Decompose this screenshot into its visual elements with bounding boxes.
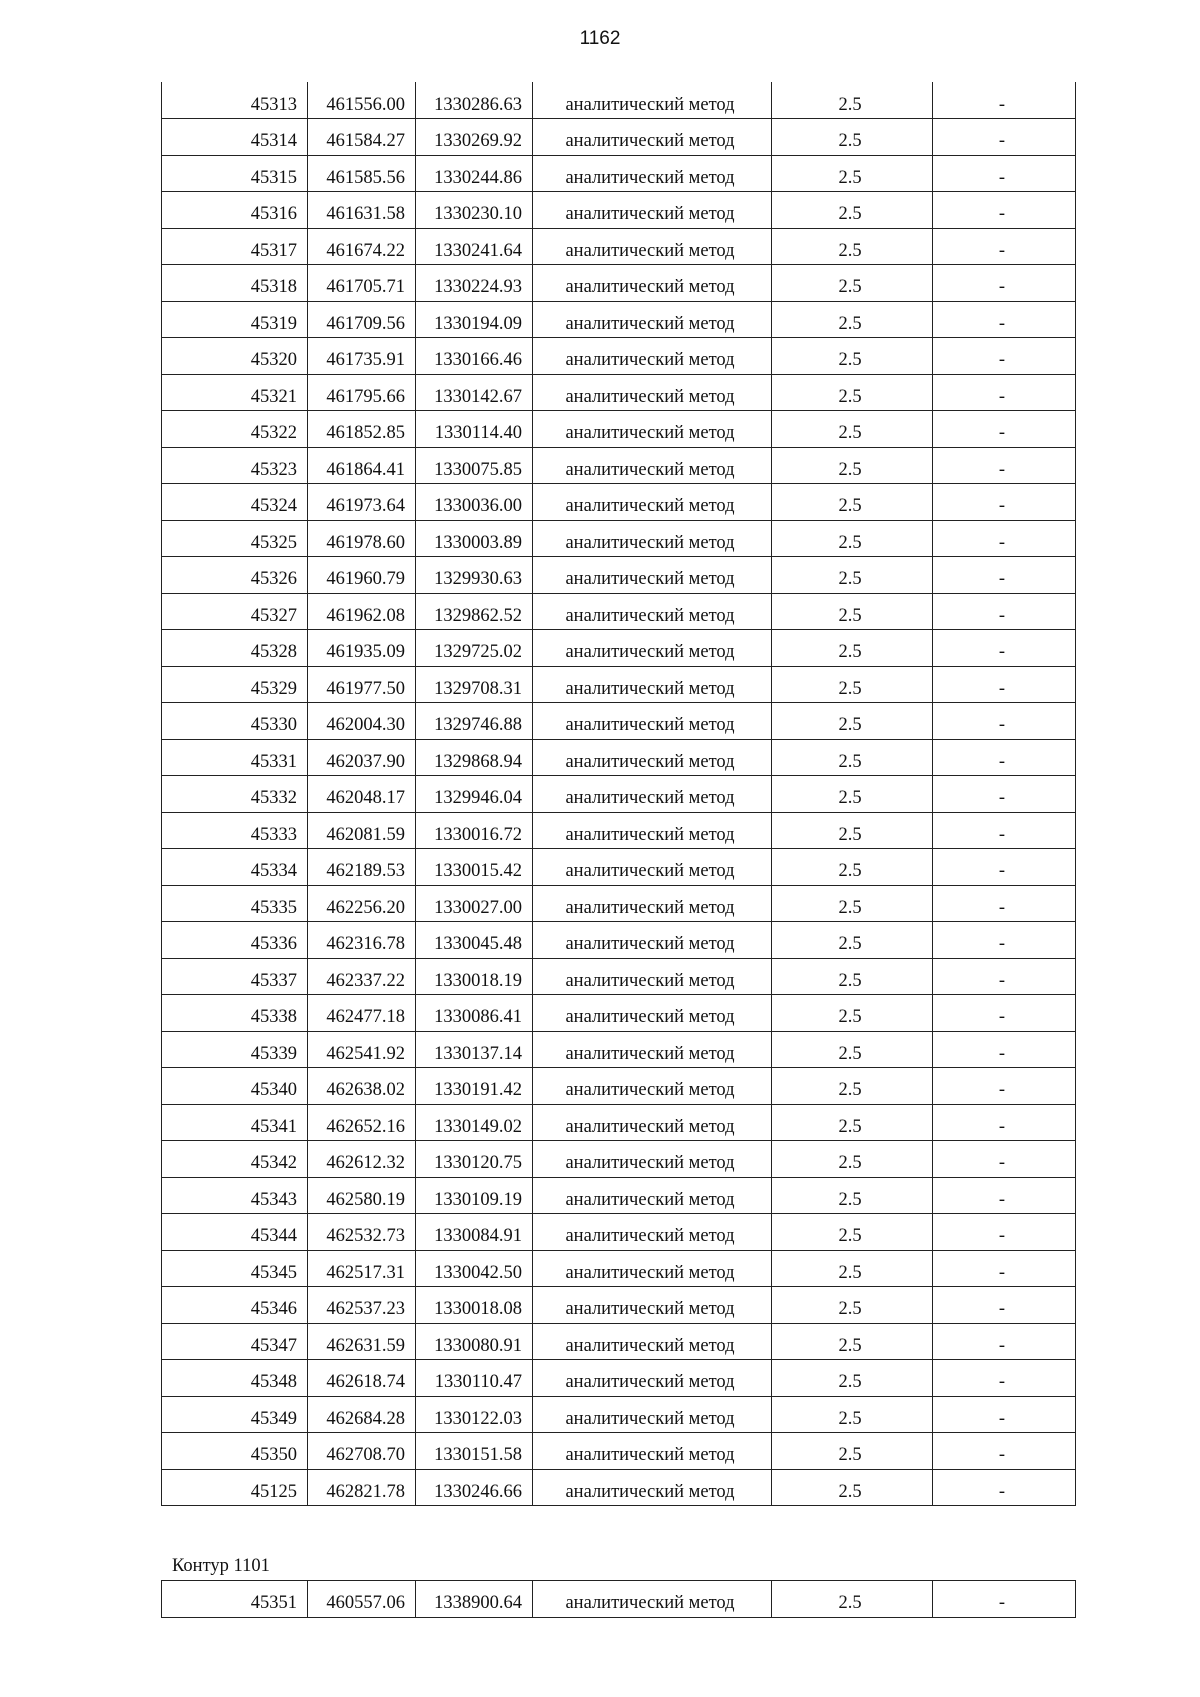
table-row	[162, 119, 1076, 156]
method-cell: аналитический метод	[533, 1104, 772, 1141]
x-coordinate-cell: 462684.28	[308, 1396, 416, 1433]
x-coordinate-cell: 461977.50	[308, 666, 416, 703]
note-cell: -	[933, 1581, 1076, 1618]
point-number-cell: 45346	[162, 1287, 308, 1324]
table-row	[162, 1104, 1076, 1141]
y-coordinate-cell: 1330142.67	[416, 374, 533, 411]
note-cell: -	[933, 849, 1076, 886]
y-coordinate-cell: 1330166.46	[416, 338, 533, 375]
accuracy-cell: 2.5	[772, 885, 933, 922]
table-row	[162, 82, 1076, 119]
point-number-cell: 45320	[162, 338, 308, 375]
point-number-cell: 45337	[162, 958, 308, 995]
note-cell: -	[933, 630, 1076, 667]
y-coordinate-cell: 1330084.91	[416, 1214, 533, 1251]
method-cell: аналитический метод	[533, 1581, 772, 1618]
method-cell: аналитический метод	[533, 1177, 772, 1214]
y-coordinate-cell: 1329946.04	[416, 776, 533, 813]
accuracy-cell: 2.5	[772, 1031, 933, 1068]
y-coordinate-cell: 1330191.42	[416, 1068, 533, 1105]
note-cell: -	[933, 739, 1076, 776]
method-cell: аналитический метод	[533, 1031, 772, 1068]
note-cell: -	[933, 1214, 1076, 1251]
x-coordinate-cell: 462316.78	[308, 922, 416, 959]
table-row	[162, 1581, 1076, 1618]
table-row	[162, 922, 1076, 959]
point-number-cell: 45339	[162, 1031, 308, 1068]
accuracy-cell: 2.5	[772, 155, 933, 192]
table-row	[162, 703, 1076, 740]
x-coordinate-cell: 462477.18	[308, 995, 416, 1032]
x-coordinate-cell: 461709.56	[308, 301, 416, 338]
accuracy-cell: 2.5	[772, 338, 933, 375]
x-coordinate-cell: 461960.79	[308, 557, 416, 594]
point-number-cell: 45347	[162, 1323, 308, 1360]
accuracy-cell: 2.5	[772, 1250, 933, 1287]
accuracy-cell: 2.5	[772, 192, 933, 229]
note-cell: -	[933, 82, 1076, 119]
contour-coordinates-table	[161, 1580, 1076, 1618]
accuracy-cell: 2.5	[772, 1360, 933, 1397]
accuracy-cell: 2.5	[772, 520, 933, 557]
point-number-cell: 45345	[162, 1250, 308, 1287]
y-coordinate-cell: 1330075.85	[416, 447, 533, 484]
table-row	[162, 411, 1076, 448]
note-cell: -	[933, 666, 1076, 703]
note-cell: -	[933, 228, 1076, 265]
table-row	[162, 1469, 1076, 1506]
method-cell: аналитический метод	[533, 812, 772, 849]
y-coordinate-cell: 1330120.75	[416, 1141, 533, 1178]
note-cell: -	[933, 703, 1076, 740]
point-number-cell: 45125	[162, 1469, 308, 1506]
x-coordinate-cell: 462532.73	[308, 1214, 416, 1251]
method-cell: аналитический метод	[533, 1360, 772, 1397]
accuracy-cell: 2.5	[772, 776, 933, 813]
accuracy-cell: 2.5	[772, 557, 933, 594]
coordinates-table	[161, 82, 1076, 1506]
x-coordinate-cell: 462708.70	[308, 1433, 416, 1470]
accuracy-cell: 2.5	[772, 849, 933, 886]
point-number-cell: 45328	[162, 630, 308, 667]
x-coordinate-cell: 462638.02	[308, 1068, 416, 1105]
x-coordinate-cell: 461705.71	[308, 265, 416, 302]
method-cell: аналитический метод	[533, 666, 772, 703]
y-coordinate-cell: 1329746.88	[416, 703, 533, 740]
x-coordinate-cell: 462517.31	[308, 1250, 416, 1287]
note-cell: -	[933, 922, 1076, 959]
accuracy-cell: 2.5	[772, 703, 933, 740]
table-row	[162, 849, 1076, 886]
y-coordinate-cell: 1330109.19	[416, 1177, 533, 1214]
note-cell: -	[933, 1031, 1076, 1068]
table-row	[162, 1323, 1076, 1360]
y-coordinate-cell: 1338900.64	[416, 1581, 533, 1618]
table-row	[162, 192, 1076, 229]
table-row	[162, 1250, 1076, 1287]
method-cell: аналитический метод	[533, 739, 772, 776]
note-cell: -	[933, 411, 1076, 448]
accuracy-cell: 2.5	[772, 1323, 933, 1360]
method-cell: аналитический метод	[533, 228, 772, 265]
accuracy-cell: 2.5	[772, 922, 933, 959]
method-cell: аналитический метод	[533, 1287, 772, 1324]
table-row	[162, 995, 1076, 1032]
y-coordinate-cell: 1330015.42	[416, 849, 533, 886]
table-row	[162, 885, 1076, 922]
accuracy-cell: 2.5	[772, 301, 933, 338]
method-cell: аналитический метод	[533, 155, 772, 192]
x-coordinate-cell: 462821.78	[308, 1469, 416, 1506]
point-number-cell: 45330	[162, 703, 308, 740]
y-coordinate-cell: 1330246.66	[416, 1469, 533, 1506]
y-coordinate-cell: 1330137.14	[416, 1031, 533, 1068]
y-coordinate-cell: 1330149.02	[416, 1104, 533, 1141]
x-coordinate-cell: 462189.53	[308, 849, 416, 886]
table-row	[162, 1396, 1076, 1433]
table-row	[162, 739, 1076, 776]
point-number-cell: 45322	[162, 411, 308, 448]
table-row	[162, 301, 1076, 338]
point-number-cell: 45350	[162, 1433, 308, 1470]
method-cell: аналитический метод	[533, 338, 772, 375]
y-coordinate-cell: 1330110.47	[416, 1360, 533, 1397]
point-number-cell: 45351	[162, 1581, 308, 1618]
point-number-cell: 45315	[162, 155, 308, 192]
note-cell: -	[933, 557, 1076, 594]
x-coordinate-cell: 461735.91	[308, 338, 416, 375]
x-coordinate-cell: 462337.22	[308, 958, 416, 995]
method-cell: аналитический метод	[533, 447, 772, 484]
note-cell: -	[933, 374, 1076, 411]
accuracy-cell: 2.5	[772, 1396, 933, 1433]
point-number-cell: 45314	[162, 119, 308, 156]
accuracy-cell: 2.5	[772, 1469, 933, 1506]
table-row	[162, 338, 1076, 375]
accuracy-cell: 2.5	[772, 228, 933, 265]
point-number-cell: 45318	[162, 265, 308, 302]
method-cell: аналитический метод	[533, 119, 772, 156]
note-cell: -	[933, 1141, 1076, 1178]
y-coordinate-cell: 1330230.10	[416, 192, 533, 229]
note-cell: -	[933, 1360, 1076, 1397]
point-number-cell: 45317	[162, 228, 308, 265]
method-cell: аналитический метод	[533, 411, 772, 448]
note-cell: -	[933, 192, 1076, 229]
x-coordinate-cell: 461935.09	[308, 630, 416, 667]
note-cell: -	[933, 593, 1076, 630]
y-coordinate-cell: 1330018.08	[416, 1287, 533, 1324]
method-cell: аналитический метод	[533, 82, 772, 119]
y-coordinate-cell: 1330194.09	[416, 301, 533, 338]
method-cell: аналитический метод	[533, 484, 772, 521]
note-cell: -	[933, 119, 1076, 156]
method-cell: аналитический метод	[533, 995, 772, 1032]
y-coordinate-cell: 1330224.93	[416, 265, 533, 302]
note-cell: -	[933, 1104, 1076, 1141]
point-number-cell: 45344	[162, 1214, 308, 1251]
point-number-cell: 45335	[162, 885, 308, 922]
point-number-cell: 45323	[162, 447, 308, 484]
accuracy-cell: 2.5	[772, 411, 933, 448]
y-coordinate-cell: 1329862.52	[416, 593, 533, 630]
point-number-cell: 45324	[162, 484, 308, 521]
table-row	[162, 1214, 1076, 1251]
x-coordinate-cell: 462004.30	[308, 703, 416, 740]
accuracy-cell: 2.5	[772, 1141, 933, 1178]
point-number-cell: 45341	[162, 1104, 308, 1141]
note-cell: -	[933, 338, 1076, 375]
y-coordinate-cell: 1330122.03	[416, 1396, 533, 1433]
y-coordinate-cell: 1330151.58	[416, 1433, 533, 1470]
x-coordinate-cell: 462048.17	[308, 776, 416, 813]
table-row	[162, 228, 1076, 265]
x-coordinate-cell: 462618.74	[308, 1360, 416, 1397]
note-cell: -	[933, 520, 1076, 557]
table-row	[162, 812, 1076, 849]
table-row	[162, 630, 1076, 667]
accuracy-cell: 2.5	[772, 1433, 933, 1470]
point-number-cell: 45342	[162, 1141, 308, 1178]
x-coordinate-cell: 462256.20	[308, 885, 416, 922]
y-coordinate-cell: 1330045.48	[416, 922, 533, 959]
point-number-cell: 45313	[162, 82, 308, 119]
x-coordinate-cell: 460557.06	[308, 1581, 416, 1618]
note-cell: -	[933, 1177, 1076, 1214]
point-number-cell: 45349	[162, 1396, 308, 1433]
method-cell: аналитический метод	[533, 885, 772, 922]
x-coordinate-cell: 461962.08	[308, 593, 416, 630]
method-cell: аналитический метод	[533, 520, 772, 557]
method-cell: аналитический метод	[533, 849, 772, 886]
method-cell: аналитический метод	[533, 1250, 772, 1287]
x-coordinate-cell: 461978.60	[308, 520, 416, 557]
method-cell: аналитический метод	[533, 1396, 772, 1433]
accuracy-cell: 2.5	[772, 374, 933, 411]
x-coordinate-cell: 462037.90	[308, 739, 416, 776]
note-cell: -	[933, 812, 1076, 849]
accuracy-cell: 2.5	[772, 1214, 933, 1251]
note-cell: -	[933, 1469, 1076, 1506]
method-cell: аналитический метод	[533, 703, 772, 740]
method-cell: аналитический метод	[533, 265, 772, 302]
x-coordinate-cell: 461864.41	[308, 447, 416, 484]
point-number-cell: 45343	[162, 1177, 308, 1214]
note-cell: -	[933, 776, 1076, 813]
accuracy-cell: 2.5	[772, 666, 933, 703]
x-coordinate-cell: 462612.32	[308, 1141, 416, 1178]
point-number-cell: 45348	[162, 1360, 308, 1397]
y-coordinate-cell: 1329868.94	[416, 739, 533, 776]
y-coordinate-cell: 1329708.31	[416, 666, 533, 703]
x-coordinate-cell: 461852.85	[308, 411, 416, 448]
y-coordinate-cell: 1329930.63	[416, 557, 533, 594]
x-coordinate-cell: 461674.22	[308, 228, 416, 265]
table-row	[162, 1433, 1076, 1470]
y-coordinate-cell: 1330241.64	[416, 228, 533, 265]
y-coordinate-cell: 1330016.72	[416, 812, 533, 849]
table-row	[162, 484, 1076, 521]
y-coordinate-cell: 1330027.00	[416, 885, 533, 922]
method-cell: аналитический метод	[533, 1068, 772, 1105]
table-row	[162, 155, 1076, 192]
y-coordinate-cell: 1330018.19	[416, 958, 533, 995]
x-coordinate-cell: 461556.00	[308, 82, 416, 119]
table-row	[162, 265, 1076, 302]
accuracy-cell: 2.5	[772, 82, 933, 119]
x-coordinate-cell: 462541.92	[308, 1031, 416, 1068]
method-cell: аналитический метод	[533, 593, 772, 630]
point-number-cell: 45325	[162, 520, 308, 557]
point-number-cell: 45334	[162, 849, 308, 886]
table-row	[162, 1141, 1076, 1178]
point-number-cell: 45336	[162, 922, 308, 959]
method-cell: аналитический метод	[533, 630, 772, 667]
accuracy-cell: 2.5	[772, 1104, 933, 1141]
note-cell: -	[933, 1323, 1076, 1360]
x-coordinate-cell: 461585.56	[308, 155, 416, 192]
accuracy-cell: 2.5	[772, 1068, 933, 1105]
note-cell: -	[933, 1433, 1076, 1470]
table-row	[162, 520, 1076, 557]
method-cell: аналитический метод	[533, 922, 772, 959]
y-coordinate-cell: 1330080.91	[416, 1323, 533, 1360]
accuracy-cell: 2.5	[772, 995, 933, 1032]
accuracy-cell: 2.5	[772, 1177, 933, 1214]
point-number-cell: 45333	[162, 812, 308, 849]
table-row	[162, 1177, 1076, 1214]
x-coordinate-cell: 462537.23	[308, 1287, 416, 1324]
point-number-cell: 45326	[162, 557, 308, 594]
accuracy-cell: 2.5	[772, 1581, 933, 1618]
contour-label: Контур 1101	[172, 1556, 270, 1576]
table-row	[162, 776, 1076, 813]
accuracy-cell: 2.5	[772, 739, 933, 776]
note-cell: -	[933, 885, 1076, 922]
accuracy-cell: 2.5	[772, 630, 933, 667]
accuracy-cell: 2.5	[772, 447, 933, 484]
accuracy-cell: 2.5	[772, 958, 933, 995]
table-row	[162, 557, 1076, 594]
x-coordinate-cell: 462652.16	[308, 1104, 416, 1141]
method-cell: аналитический метод	[533, 1469, 772, 1506]
point-number-cell: 45321	[162, 374, 308, 411]
table-row	[162, 1360, 1076, 1397]
note-cell: -	[933, 265, 1076, 302]
accuracy-cell: 2.5	[772, 812, 933, 849]
point-number-cell: 45327	[162, 593, 308, 630]
method-cell: аналитический метод	[533, 1323, 772, 1360]
method-cell: аналитический метод	[533, 1433, 772, 1470]
point-number-cell: 45331	[162, 739, 308, 776]
point-number-cell: 45319	[162, 301, 308, 338]
y-coordinate-cell: 1330114.40	[416, 411, 533, 448]
point-number-cell: 45340	[162, 1068, 308, 1105]
accuracy-cell: 2.5	[772, 484, 933, 521]
y-coordinate-cell: 1330269.92	[416, 119, 533, 156]
table-row	[162, 958, 1076, 995]
note-cell: -	[933, 1068, 1076, 1105]
x-coordinate-cell: 462081.59	[308, 812, 416, 849]
table-row	[162, 1031, 1076, 1068]
y-coordinate-cell: 1330036.00	[416, 484, 533, 521]
method-cell: аналитический метод	[533, 1214, 772, 1251]
note-cell: -	[933, 995, 1076, 1032]
table-row	[162, 374, 1076, 411]
table-row	[162, 666, 1076, 703]
x-coordinate-cell: 461795.66	[308, 374, 416, 411]
y-coordinate-cell: 1330003.89	[416, 520, 533, 557]
accuracy-cell: 2.5	[772, 593, 933, 630]
accuracy-cell: 2.5	[772, 265, 933, 302]
table-row	[162, 1068, 1076, 1105]
table-row	[162, 447, 1076, 484]
note-cell: -	[933, 1250, 1076, 1287]
x-coordinate-cell: 461973.64	[308, 484, 416, 521]
table-row	[162, 593, 1076, 630]
note-cell: -	[933, 447, 1076, 484]
point-number-cell: 45316	[162, 192, 308, 229]
y-coordinate-cell: 1330244.86	[416, 155, 533, 192]
table-row	[162, 1287, 1076, 1324]
note-cell: -	[933, 155, 1076, 192]
y-coordinate-cell: 1329725.02	[416, 630, 533, 667]
point-number-cell: 45329	[162, 666, 308, 703]
method-cell: аналитический метод	[533, 958, 772, 995]
method-cell: аналитический метод	[533, 374, 772, 411]
note-cell: -	[933, 958, 1076, 995]
accuracy-cell: 2.5	[772, 1287, 933, 1324]
point-number-cell: 45332	[162, 776, 308, 813]
page-number: 1162	[579, 28, 621, 49]
note-cell: -	[933, 301, 1076, 338]
method-cell: аналитический метод	[533, 192, 772, 229]
y-coordinate-cell: 1330086.41	[416, 995, 533, 1032]
point-number-cell: 45338	[162, 995, 308, 1032]
method-cell: аналитический метод	[533, 557, 772, 594]
note-cell: -	[933, 484, 1076, 521]
accuracy-cell: 2.5	[772, 119, 933, 156]
method-cell: аналитический метод	[533, 301, 772, 338]
note-cell: -	[933, 1396, 1076, 1433]
x-coordinate-cell: 461584.27	[308, 119, 416, 156]
y-coordinate-cell: 1330286.63	[416, 82, 533, 119]
x-coordinate-cell: 461631.58	[308, 192, 416, 229]
y-coordinate-cell: 1330042.50	[416, 1250, 533, 1287]
method-cell: аналитический метод	[533, 776, 772, 813]
method-cell: аналитический метод	[533, 1141, 772, 1178]
note-cell: -	[933, 1287, 1076, 1324]
x-coordinate-cell: 462580.19	[308, 1177, 416, 1214]
x-coordinate-cell: 462631.59	[308, 1323, 416, 1360]
